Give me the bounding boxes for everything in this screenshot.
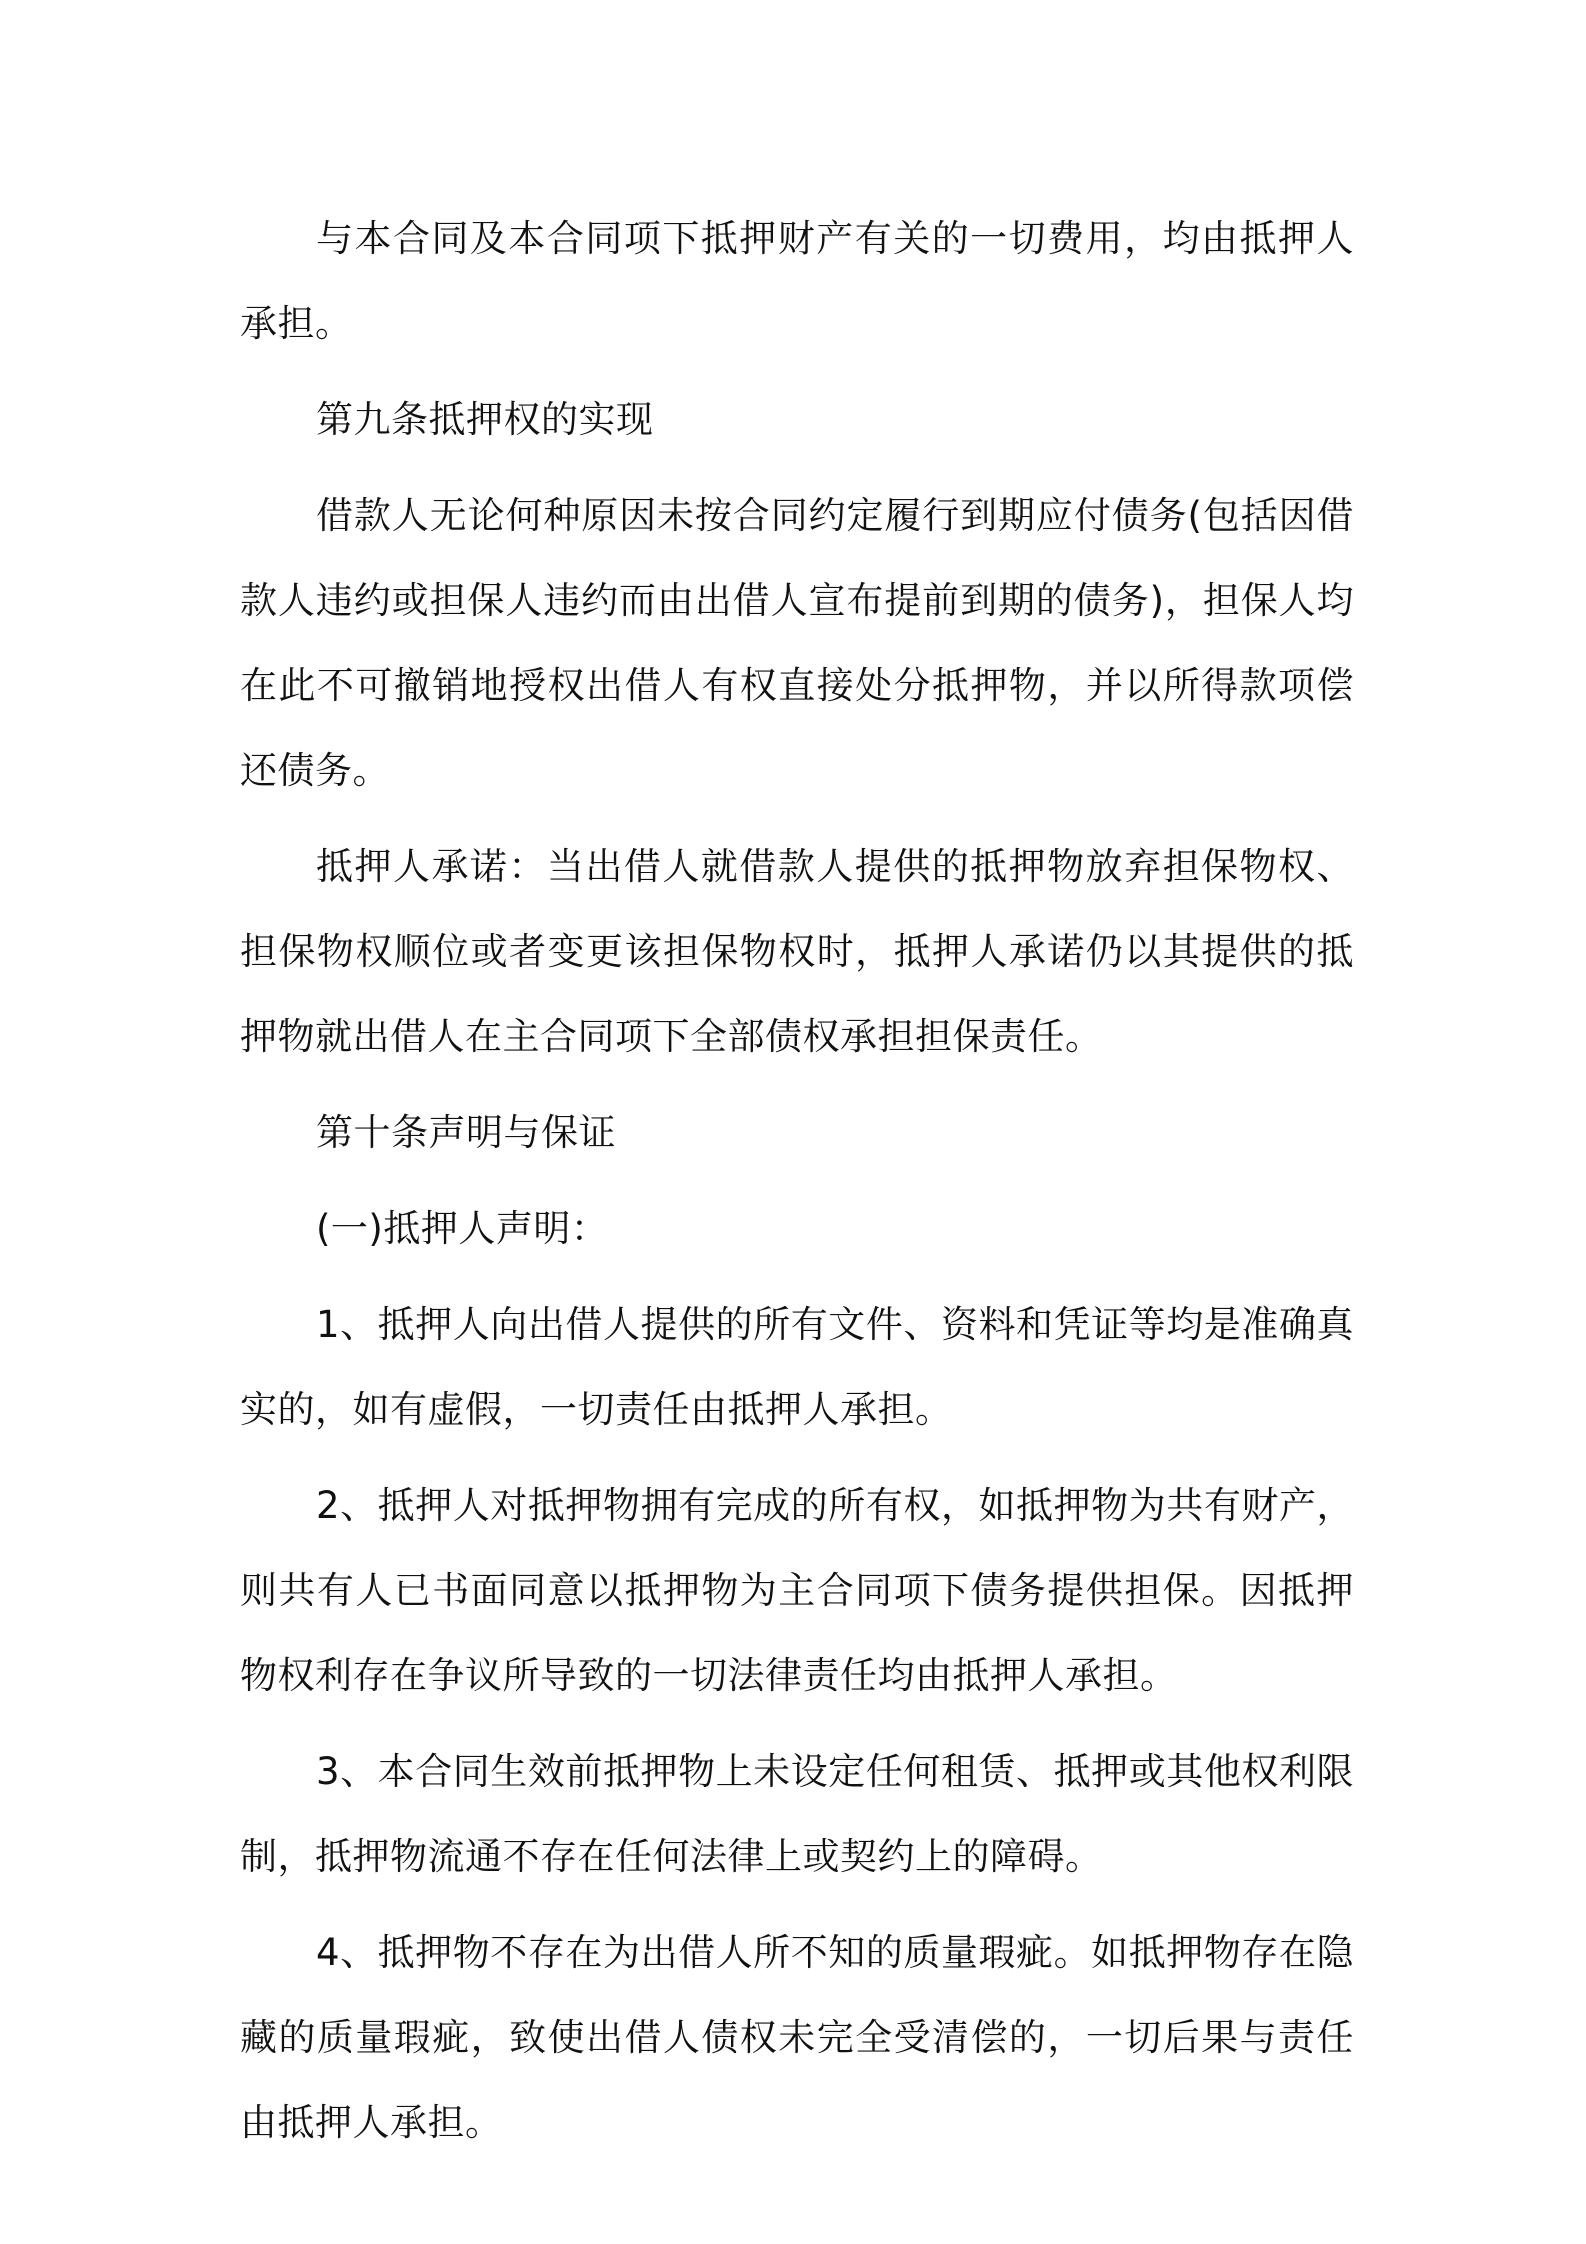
list-item-4: 4、抵押物不存在为出借人所不知的质量瑕疵。如抵押物存在隐藏的质量瑕疵，致使出借人债权未完全受清偿的，一切后果与责任由抵押人承担。: [240, 1931, 1354, 2144]
list-item-1: 1、抵押人向出借人提供的所有文件、资料和凭证等均是准确真实的，如有虚假，一切责任由抵押人承担。: [240, 1303, 1354, 1431]
list-item-3: 3、本合同生效前抵押物上未设定任何租赁、抵押或其他权利限制，抵押物流通不存在任何法律上或契约上的障碍。: [240, 1750, 1354, 1878]
paragraph-fees: 与本合同及本合同项下抵押财产有关的一切费用，均由抵押人承担。: [240, 217, 1354, 345]
article-9-paragraph-2: 抵押人承诺：当出借人就借款人提供的抵押物放弃担保物权、担保物权顺位或者变更该担保物权时，抵押人承诺仍以其提供的抵押物就出借人在主合同项下全部债权承担担保责任。: [240, 845, 1354, 1058]
article-9-paragraph-1: 借款人无论何种原因未按合同约定履行到期应付债务(包括因借款人违约或担保人违约而由出借人宣布提前到期的债务)，担保人均在此不可撤销地授权出借人有权直接处分抵押物，并以所得款项偿还债务。: [240, 494, 1354, 792]
document-page: [240, 196, 1354, 2176]
article-10-heading: 第十条声明与保证: [316, 1111, 616, 1154]
list-item-2: 2、抵押人对抵押物拥有完成的所有权，如抵押物为共有财产，则共有人已书面同意以抵押物为主合同项下债务提供担保。因抵押物权利存在争议所导致的一切法律责任均由抵押人承担。: [240, 1484, 1354, 1697]
section-1-heading: (一)抵押人声明：: [316, 1207, 609, 1250]
article-9-heading: 第九条抵押权的实现: [316, 398, 654, 441]
